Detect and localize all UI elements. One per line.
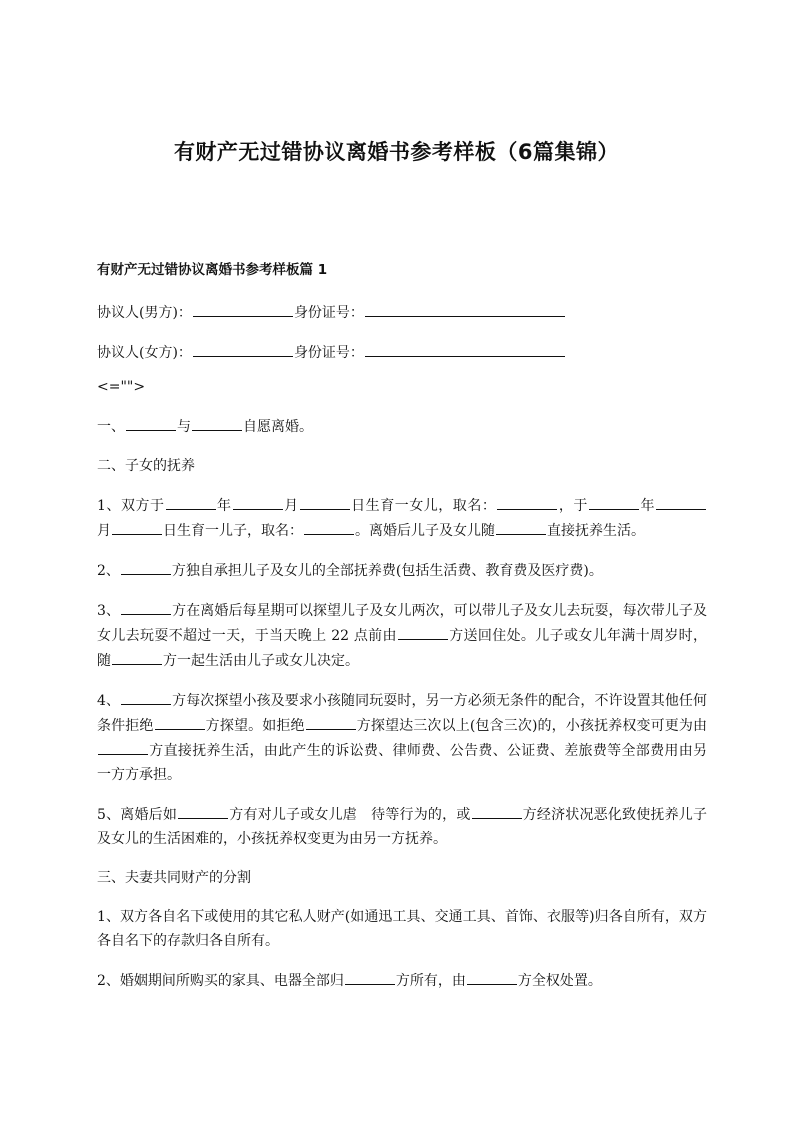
document-body bbox=[97, 300, 707, 993]
clause-text: 。离婚后儿子及女儿随 bbox=[355, 523, 495, 539]
blank-field bbox=[192, 414, 242, 431]
clause-text: 方经济状况恶化致使抚养儿子及女儿的生活困难的，小孩抚养权变更为由另一方抚养。 bbox=[97, 807, 708, 847]
clause-text: 方独自承担儿子及女儿的全部抚养费(包括生活费、教育费及医疗费)。 bbox=[171, 563, 603, 579]
party-female-label: 协议人(女方)： bbox=[97, 345, 192, 361]
clause-2-5 bbox=[97, 802, 707, 851]
clause-3-2 bbox=[97, 968, 707, 993]
party-male-label: 协议人(男方)： bbox=[97, 305, 192, 321]
blank-field bbox=[112, 518, 162, 535]
blank-field bbox=[155, 713, 205, 730]
blank-field bbox=[345, 968, 395, 985]
blank-field bbox=[656, 493, 706, 510]
blank-field bbox=[121, 688, 171, 705]
blank-field bbox=[166, 493, 216, 510]
clause-text: 日生育一儿子，取名： bbox=[163, 523, 303, 539]
clause-text: 月 bbox=[97, 523, 111, 539]
clause-text: 方有对儿子或女儿虐 待等行为的，或 bbox=[229, 807, 471, 823]
clause-text: 日生育一女儿，取名： bbox=[350, 498, 497, 514]
blank-field bbox=[233, 493, 283, 510]
clause-text: 方每次探望小孩及要求小孩随同玩耍时，另一方必须无条件的配合，不许设置其他任何条件拒绝 bbox=[97, 693, 707, 734]
document-title: 有财产无过错协议离婚书参考样板（6篇集锦） bbox=[173, 140, 620, 164]
clause-text: 5、离婚后如 bbox=[97, 807, 178, 823]
party-male-line bbox=[97, 300, 707, 325]
clause-2-3 bbox=[97, 598, 707, 673]
section-3-heading: 三、夫妻共同财产的分割 bbox=[97, 870, 251, 886]
clause-2-4 bbox=[97, 688, 707, 787]
blank-field bbox=[121, 558, 171, 575]
clause-2-1 bbox=[97, 493, 707, 543]
clause-text: 3、 bbox=[97, 603, 121, 619]
blank-field bbox=[300, 493, 350, 510]
id-label: 身份证号： bbox=[293, 345, 364, 361]
clause-text: 方直接抚养生活，由此产生的诉讼费、律师费、公告费、公证费、差旅费等全部费用由另一方方承担。 bbox=[97, 743, 707, 783]
clause-text: 方所有，由 bbox=[395, 973, 466, 989]
blank-field bbox=[126, 414, 176, 431]
blank-field bbox=[112, 648, 162, 665]
clause-text: 自愿离婚。 bbox=[243, 419, 313, 435]
markup-residue-line: <=""> bbox=[97, 379, 146, 395]
blank-field bbox=[178, 802, 228, 819]
section-heading: 有财产无过错协议离婚书参考样板篇 1 bbox=[97, 262, 328, 278]
blank-field bbox=[467, 968, 517, 985]
blank-field bbox=[98, 738, 148, 755]
clause-text: 4、 bbox=[97, 693, 121, 709]
clause-2-2 bbox=[97, 558, 707, 583]
blank-field bbox=[472, 802, 522, 819]
clause-3-1: 1、双方各自名下或使用的其它私人财产(如通迅工具、交通工具、首饰、衣服等)归各自所有，双方各自名下的存款归各自所有。 bbox=[97, 909, 707, 949]
blank-field bbox=[365, 300, 565, 317]
clause-text: 方送回住处。儿子或女儿年满十周岁时，随 bbox=[97, 628, 708, 669]
blank-field bbox=[497, 493, 557, 510]
clause-text: 方全权处置。 bbox=[517, 973, 602, 989]
blank-field bbox=[365, 340, 565, 357]
blank-field bbox=[193, 340, 293, 357]
clause-text: 年 bbox=[216, 498, 232, 514]
id-label: 身份证号： bbox=[293, 305, 364, 321]
blank-field bbox=[398, 623, 448, 640]
clause-text: 1、双方于 bbox=[97, 498, 165, 514]
clause-text: 2、婚姻期间所购买的家具、电器全部归 bbox=[97, 973, 344, 989]
blank-field bbox=[306, 713, 356, 730]
blank-field bbox=[193, 300, 293, 317]
clause-text: 方一起生活由儿子或女儿决定。 bbox=[163, 653, 359, 669]
clause-text: 年 bbox=[639, 498, 656, 514]
blank-field bbox=[121, 598, 171, 615]
clause-text: 与 bbox=[177, 419, 191, 435]
party-female-line bbox=[97, 340, 707, 365]
blank-field bbox=[304, 518, 354, 535]
clause-text: 方在离婚后每星期可以探望儿子及女儿两次，可以带儿子及女儿去玩耍，每次带儿子及女儿去玩耍不超过一天，于当天晚上 22 点前由 bbox=[97, 603, 707, 644]
clause-text: 2、 bbox=[97, 563, 120, 579]
blank-field bbox=[589, 493, 639, 510]
clause-1 bbox=[97, 414, 707, 439]
clause-text: ，于 bbox=[558, 498, 588, 514]
blank-field bbox=[496, 518, 546, 535]
clause-text: 一、 bbox=[97, 419, 125, 435]
clause-text: 方探望达三次以上(包含三次)的，小孩抚养权变可更为由 bbox=[356, 718, 708, 734]
section-2-heading: 二、子女的抚养 bbox=[97, 458, 195, 474]
clause-text: 方探望。如拒绝 bbox=[205, 718, 305, 734]
clause-text: 月 bbox=[283, 498, 299, 514]
clause-text: 直接抚养生活。 bbox=[547, 523, 645, 539]
